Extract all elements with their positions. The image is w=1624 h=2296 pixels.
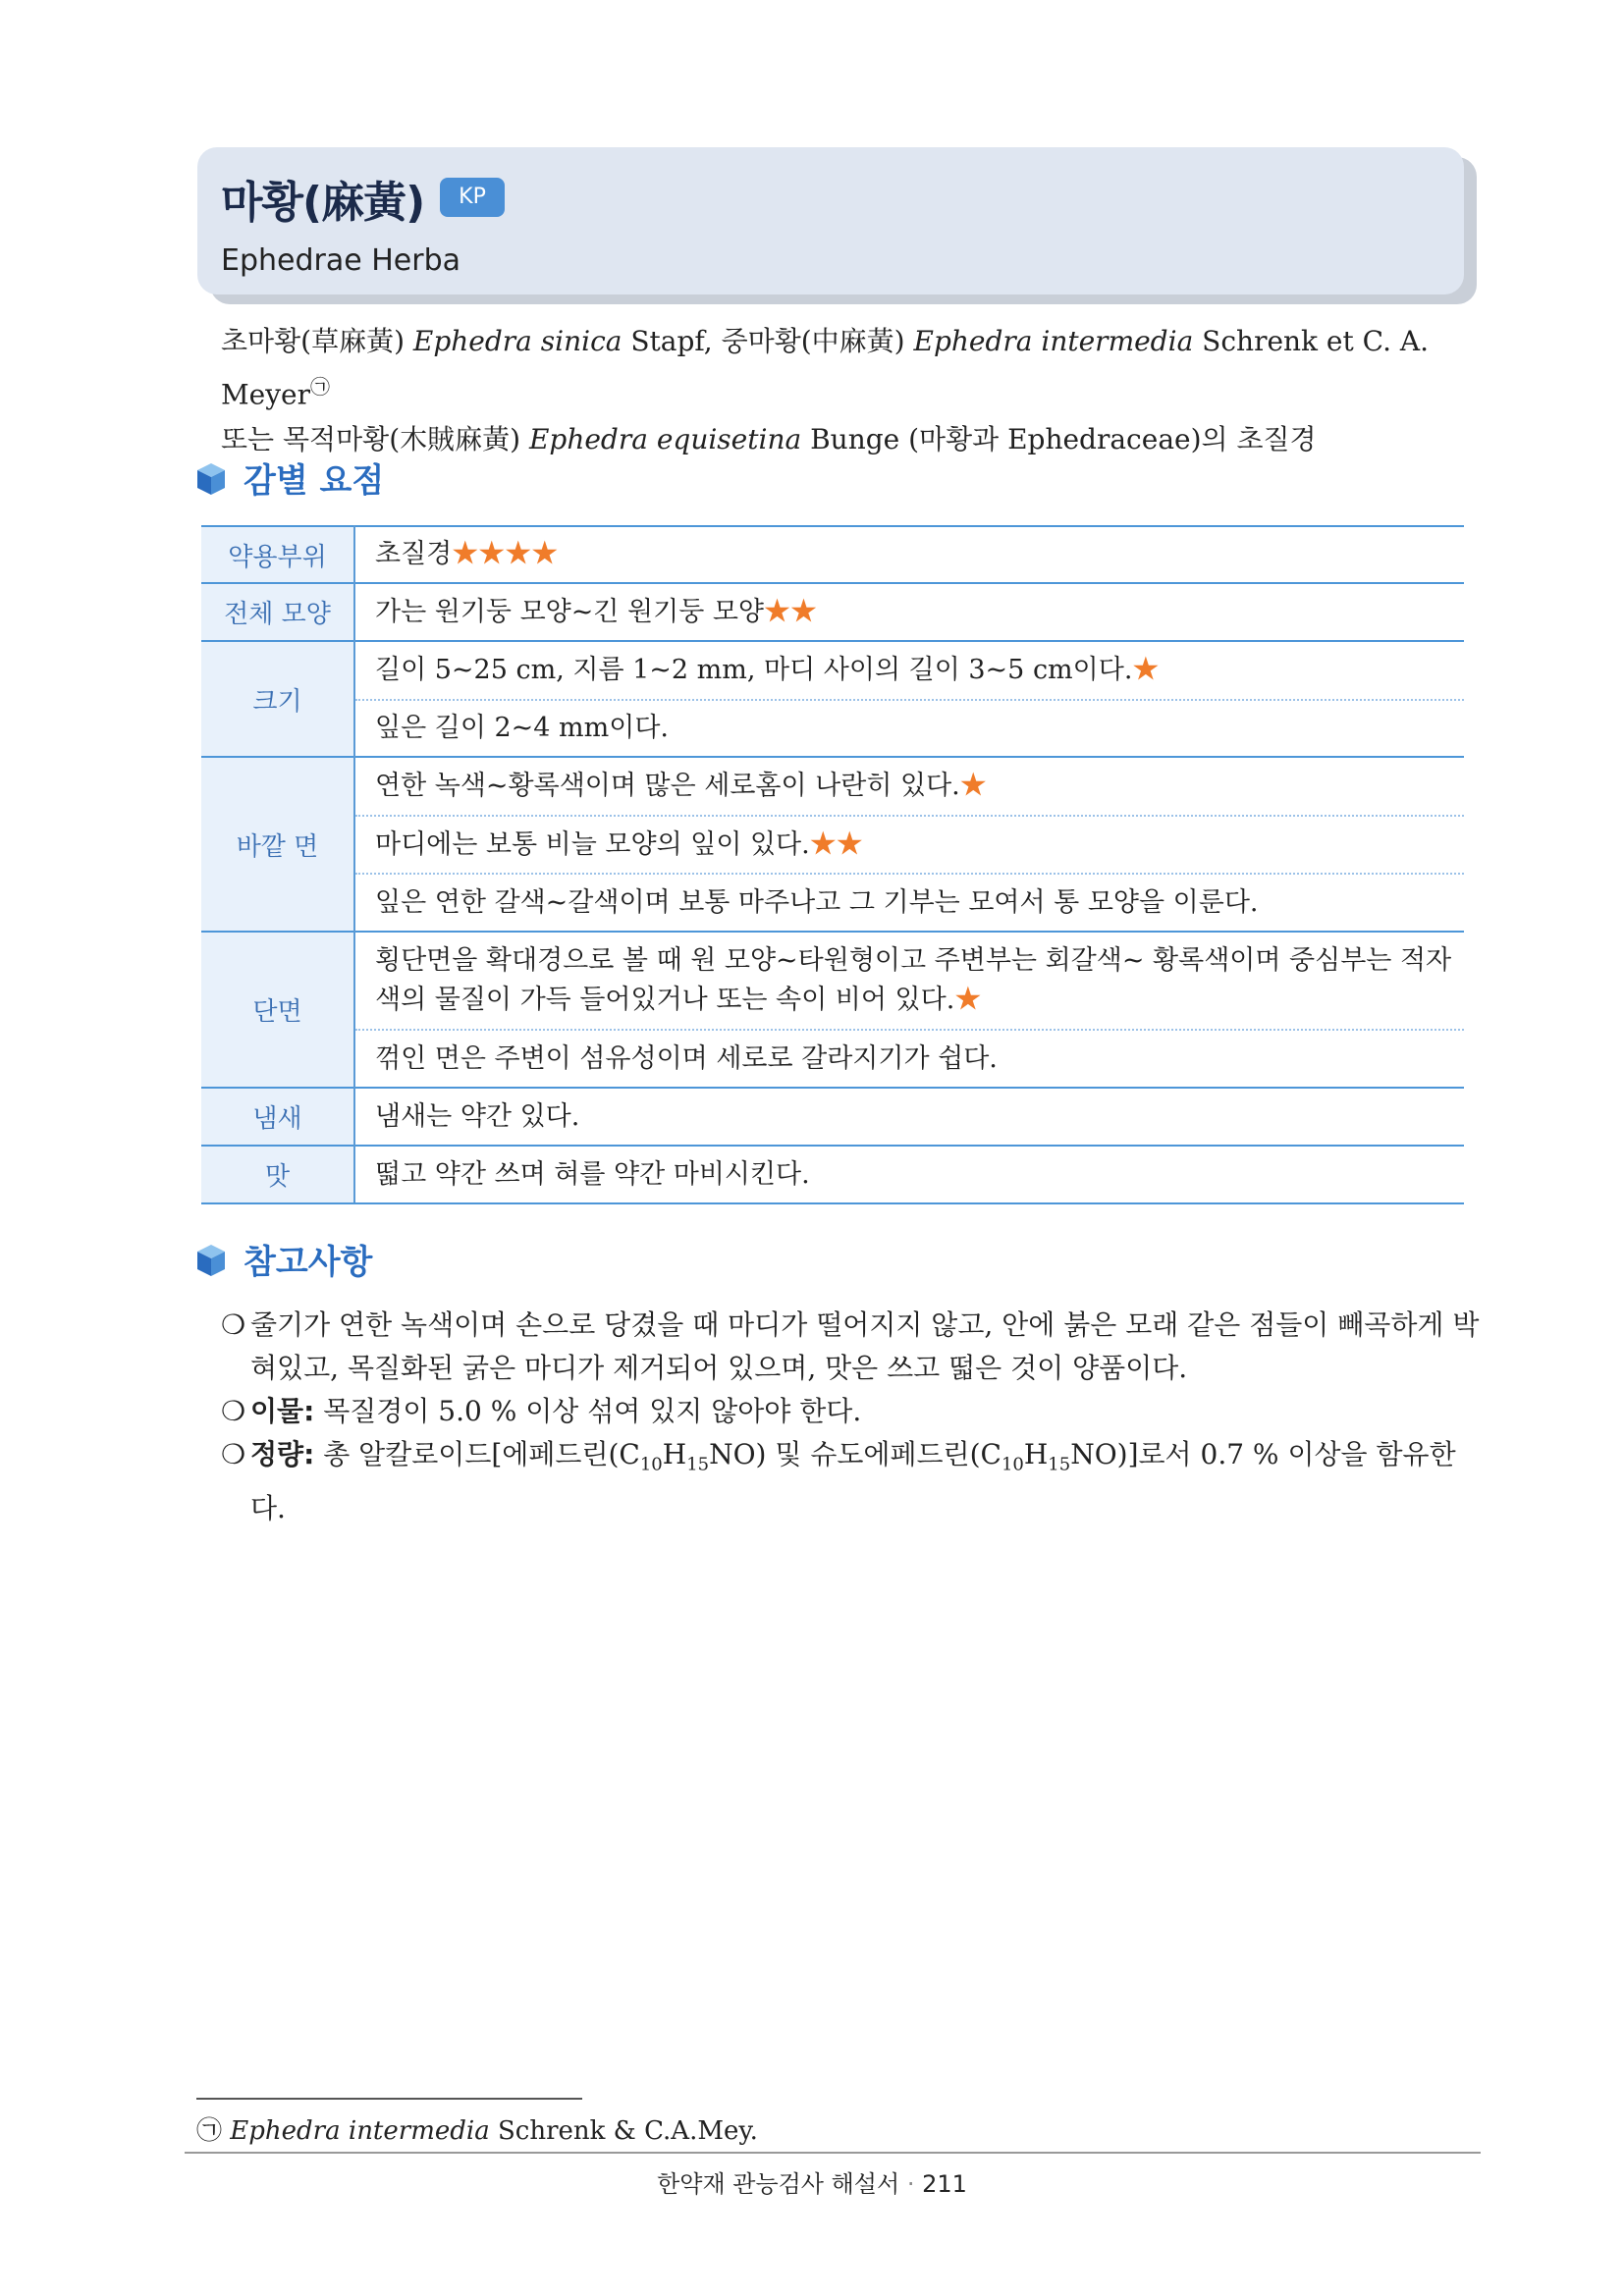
page-footer [0, 2164, 1624, 2199]
species-2-name: 중마황(中麻黃) [721, 325, 914, 357]
value-text: 연한 녹색~황록색이며 많은 세로홈이 나란히 있다. [375, 771, 960, 801]
table-row [201, 1030, 1464, 1088]
row-value [354, 816, 1464, 874]
section-title-identification [196, 454, 384, 502]
row-label-size: 크기 [201, 641, 354, 757]
value-text: 길이 5~25 cm, 지름 1~2 mm, 마디 사이의 길이 3~5 cm이다. [375, 655, 1133, 685]
row-label-part: 약용부위 [201, 526, 354, 583]
bullet-icon: ❍ [221, 1395, 246, 1427]
value-text: 잎은 길이 2~4 mm이다. [375, 713, 670, 743]
origin-description [221, 319, 1468, 462]
row-value [354, 583, 1464, 641]
species-1-scientific: Ephedra sinica [412, 325, 623, 357]
star-rating: ★★ [809, 828, 863, 860]
star-rating: ★ [954, 985, 982, 1015]
footer-separator: · [906, 2170, 915, 2198]
species-2-author: Schrenk et C. A. Meyer [221, 325, 1429, 411]
book-title: 한약재 관능검사 해설서 [657, 2170, 900, 2198]
reference-notes [221, 1304, 1483, 1530]
table-row [201, 932, 1464, 1030]
identification-table [201, 525, 1464, 1204]
latin-name: Ephedrae Herba [221, 243, 460, 278]
bullet-icon: ❍ [221, 1438, 246, 1470]
row-label-odor: 냄새 [201, 1088, 354, 1146]
value-text: 꺾인 면은 주변이 섬유성이며 세로로 갈라지기가 쉽다. [375, 1042, 998, 1074]
star-rating: ★★ [764, 596, 818, 627]
origin-line-2 [221, 417, 1468, 462]
note-text: 목질경이 5.0 % 이상 섞여 있지 않아야 한다. [314, 1395, 862, 1427]
note-label: 정량: [250, 1438, 315, 1470]
kp-badge: KP [440, 178, 505, 217]
star-rating: ★ [959, 771, 987, 801]
footnote-author: Schrenk & C.A.Mey. [489, 2116, 758, 2146]
subscript: 10 [639, 1454, 663, 1475]
value-text: 횡단면을 확대경으로 볼 때 원 모양~타원형이고 주변부는 회갈색~ 황록색이며 중심부는 적자색의 물질이 가득 들어있거나 또는 속이 비어 있다. [375, 945, 1452, 1015]
footnote-marker: ㉠ [196, 2116, 223, 2146]
subscript: 10 [1001, 1454, 1024, 1475]
section-title-notes [196, 1235, 372, 1283]
subscript: 15 [686, 1454, 710, 1475]
table-row [201, 526, 1464, 583]
value-text: 초질경 [375, 539, 453, 569]
species-1-name: 초마황(草麻黃) [221, 325, 413, 357]
table-row [201, 816, 1464, 874]
star-rating: ★ [1132, 655, 1160, 685]
note-text: NO)]로서 0.7 % 이상을 함유한다. [250, 1438, 1456, 1524]
table-row [201, 641, 1464, 700]
section-title-text: 참고사항 [244, 1243, 373, 1282]
cube-icon [196, 1244, 226, 1277]
cube-icon [196, 462, 226, 496]
bullet-icon: ❍ [221, 1308, 246, 1341]
note-text: NO) 및 슈도에페드린(C [709, 1438, 1001, 1470]
species-2-scientific: Ephedra intermedia [913, 325, 1194, 357]
table-row [201, 1146, 1464, 1203]
note-text: 줄기가 연한 녹색이며 손으로 당겼을 때 마디가 떨어지지 않고, 안에 붉은 모래 같은 점들이 빼곡하게 박혀있고, 목질화된 굵은 마디가 제거되어 있으며, 맛은 쓰고 떫은 것이 양품이다. [250, 1308, 1480, 1384]
species-1-author: Stapf, [622, 325, 722, 357]
subscript: 15 [1048, 1454, 1071, 1475]
origin-line-1 [221, 319, 1468, 417]
row-value [354, 526, 1464, 583]
table-row [201, 700, 1464, 757]
note-text: H [662, 1438, 687, 1470]
star-rating: ★★★★ [452, 539, 559, 569]
table-row [201, 1088, 1464, 1146]
note-item [221, 1390, 1483, 1433]
value-text: 잎은 연한 갈색~갈색이며 보통 마주나고 그 기부는 모여서 통 모양을 이룬다. [375, 886, 1259, 918]
note-label: 이물: [250, 1395, 315, 1427]
row-value [354, 641, 1464, 700]
note-item [221, 1304, 1483, 1390]
note-item [221, 1433, 1483, 1530]
row-label-shape: 전체 모양 [201, 583, 354, 641]
row-value: 냄새는 약간 있다. [354, 1088, 1464, 1146]
value-text: 가는 원기둥 모양~긴 원기둥 모양 [375, 596, 765, 627]
page-number: 211 [922, 2170, 967, 2198]
table-row [201, 583, 1464, 641]
row-label-section: 단면 [201, 932, 354, 1088]
row-value [354, 757, 1464, 816]
origin-connector: 또는 [221, 423, 283, 456]
note-text: 총 알칼로이드[에페드린(C [314, 1438, 640, 1470]
row-value [354, 700, 1464, 757]
footnote [196, 2110, 758, 2147]
origin-suffix: (마황과 Ephedraceae)의 초질경 [908, 423, 1317, 456]
row-label-surface: 바깥 면 [201, 757, 354, 932]
row-label-taste: 맛 [201, 1146, 354, 1203]
row-value [354, 1030, 1464, 1088]
row-value [354, 932, 1464, 1030]
note-text: H [1023, 1438, 1049, 1470]
table-row [201, 874, 1464, 932]
row-value [354, 874, 1464, 932]
table-row [201, 757, 1464, 816]
footnote-scientific: Ephedra intermedia [230, 2116, 490, 2146]
footnote-divider [196, 2098, 582, 2100]
footer-divider [185, 2152, 1481, 2154]
row-value: 떫고 약간 쓰며 혀를 약간 마비시킨다. [354, 1146, 1464, 1203]
value-text: 마디에는 보통 비늘 모양의 잎이 있다. [375, 828, 810, 860]
herb-title: 마황(麻黃) [221, 178, 425, 228]
species-3-author: Bunge [801, 423, 909, 456]
footnote-marker: ㉠ [310, 375, 331, 399]
species-3-scientific: Ephedra equisetina [528, 423, 802, 456]
species-3-name: 목적마황(木賊麻黃) [283, 423, 529, 456]
section-title-text: 감별 요점 [244, 461, 385, 501]
